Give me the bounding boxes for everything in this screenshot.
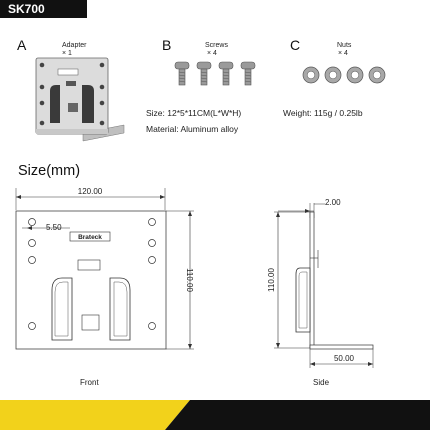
- dim-hole-offset-label: 5.50: [46, 223, 62, 232]
- model-badge: SK700: [0, 0, 87, 18]
- dim-depth-label: 50.00: [333, 354, 355, 363]
- adapter-image: [28, 55, 128, 145]
- part-c-name: Nuts: [337, 42, 352, 49]
- dim-thickness-label: 2.00: [325, 198, 341, 207]
- dim-width-label: 120.00: [77, 187, 103, 196]
- spec-size: Size: 12*5*11CM(L*W*H): [146, 108, 242, 118]
- part-b-letter: B: [162, 37, 172, 53]
- nuts-image: [290, 62, 400, 88]
- side-view-drawing: [250, 190, 400, 370]
- part-a-letter: A: [17, 37, 27, 53]
- part-a-qty: × 1: [62, 50, 72, 57]
- front-view-drawing: [0, 180, 215, 355]
- spec-material: Material: Aluminum alloy: [146, 124, 239, 134]
- dim-height-side-label: 110.00: [267, 268, 276, 292]
- bottom-accent-bar: [0, 400, 430, 430]
- part-a-name: Adapter: [62, 42, 87, 49]
- dim-height-front-label: 110.00: [185, 268, 194, 292]
- part-b-name: Screws: [205, 42, 228, 49]
- part-b-qty: × 4: [207, 50, 217, 57]
- spec-weight: Weight: 115g / 0.25lb: [283, 108, 363, 118]
- screws-image: [168, 60, 268, 92]
- part-c-qty: × 4: [338, 50, 348, 57]
- brand-label: Brateck: [78, 234, 102, 241]
- size-title: Size(mm): [18, 163, 81, 179]
- front-view-label: Front: [80, 378, 99, 387]
- side-view-label: Side: [313, 378, 330, 387]
- part-c-letter: C: [290, 37, 301, 53]
